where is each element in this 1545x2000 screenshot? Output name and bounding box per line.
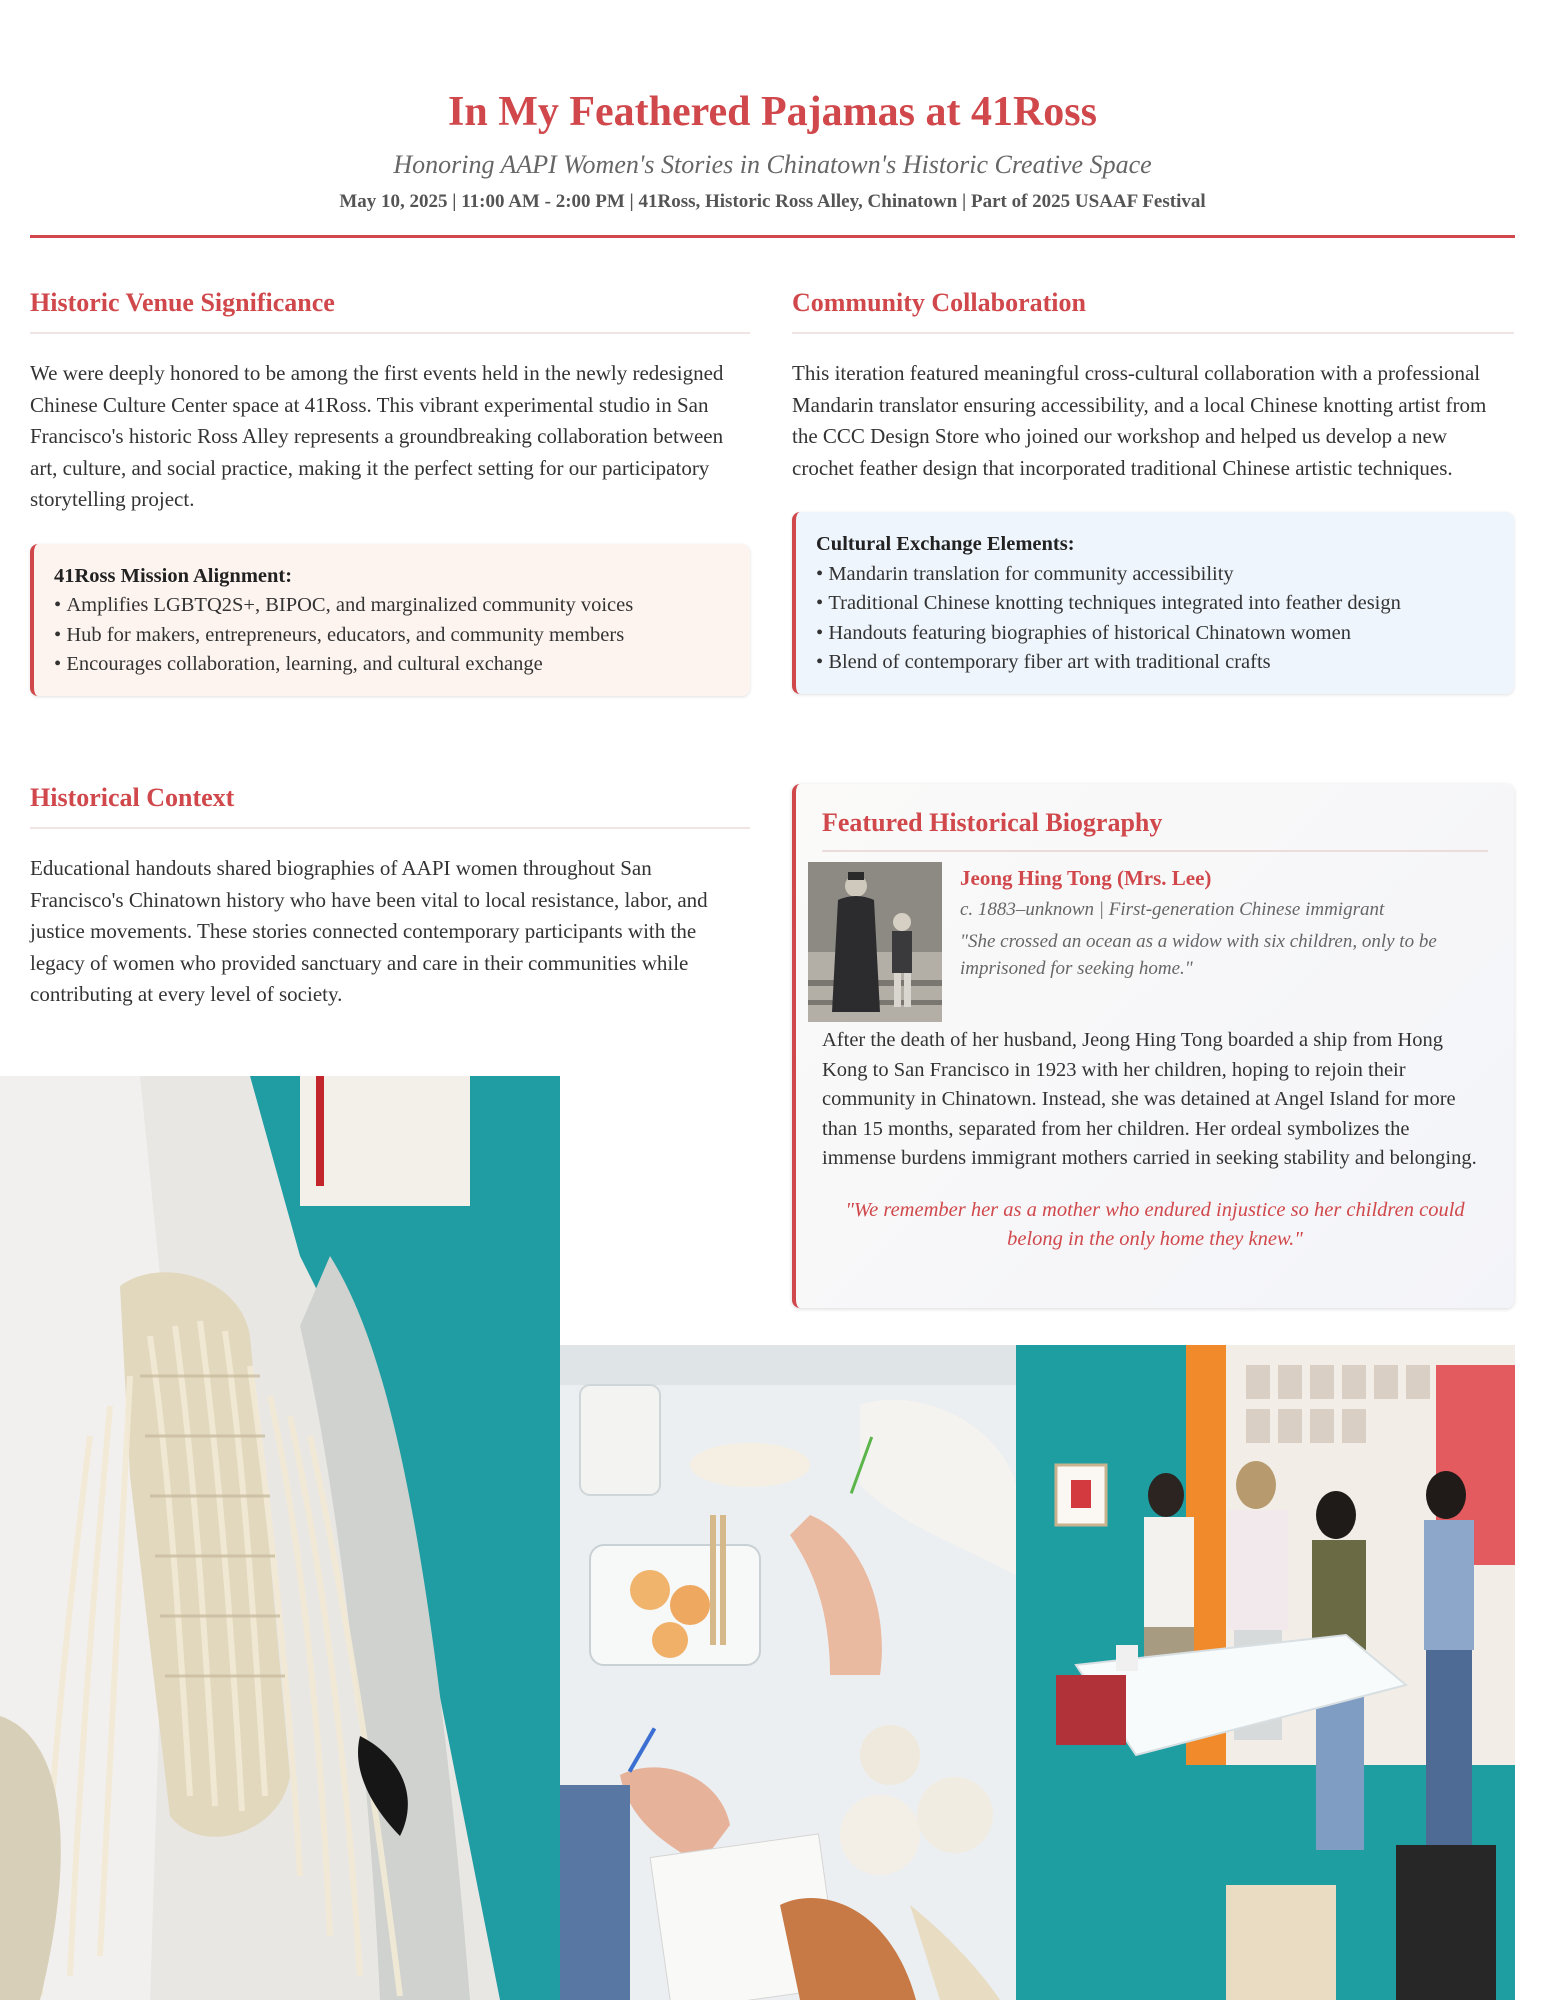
history-paragraph: Educational handouts shared biographies of AAPI women throughout San Francisco's Chinatown history who have been vital to local resistance, labor, and justice movements. These stories connected contemporary participants with the legacy of women who provided sanctuary and care in their communities while contributing at every level of society. [30, 856, 708, 1006]
history-heading: Historical Context [30, 781, 750, 829]
venue-paragraph: We were deeply honored to be among the first events held in the newly redesigned Chinese Culture Center space at 41Ross. This vibrant experimental studio in San Francisco's historic Ross Alley represents a groundbreaking collaboration between art, culture, and social practice, making it the perfect setting for our participatory storytelling project. [30, 361, 724, 511]
list-item: • Encourages collaboration, learning, and cultural exchange [54, 650, 730, 680]
biography-name: Jeong Hing Tong (Mrs. Lee) [960, 866, 1212, 890]
event-details: May 10, 2025 | 11:00 AM - 2:00 PM | 41Ross, Historic Ross Alley, Chinatown | Part of 2025 USAAF Festival [339, 191, 1206, 212]
venue-section [30, 286, 750, 696]
workshop-participants-illustration [1016, 1345, 1515, 2000]
community-heading: Community Collaboration [792, 286, 1514, 334]
workshop-participants-photo [1016, 1345, 1515, 2000]
biography-heading: Featured Historical Biography [822, 806, 1488, 852]
biography-header [822, 862, 1488, 1022]
list-item: • Traditional Chinese knotting techniques integrated into feather design [816, 589, 1494, 619]
page-header [30, 84, 1515, 216]
crochet-feather-illustration [0, 1076, 560, 2000]
history-section [30, 781, 750, 1011]
workshop-table-illustration [560, 1345, 1016, 2000]
biography-card [792, 784, 1514, 1308]
community-paragraph: This iteration featured meaningful cross-cultural collaboration with a professional Mandarin translator ensuring accessibility, and a local Chinese knotting artist from the CCC Design Store who joined our workshop and helped us develop a new crochet feather design that incorporated traditional Chinese artistic techniques. [792, 361, 1487, 480]
list-item: • Mandarin translation for community accessibility [816, 560, 1494, 590]
mission-alignment-box [30, 544, 750, 696]
list-item: • Amplifies LGBTQ2S+, BIPOC, and marginalized community voices [54, 591, 730, 621]
list-item: • Hub for makers, entrepreneurs, educators, and community members [54, 621, 730, 651]
header-divider [30, 235, 1515, 238]
page-subtitle: Honoring AAPI Women's Stories in Chinatown's Historic Creative Space [393, 150, 1152, 179]
historical-portrait-photo [808, 862, 942, 1022]
mission-alignment-list [54, 591, 730, 680]
cultural-exchange-box [792, 512, 1514, 694]
biography-closing-quote: "We remember her as a mother who endured injustice so her children could belong in the only home they knew." [845, 1198, 1465, 1250]
biography-quote: "She crossed an ocean as a widow with six children, only to be imprisoned for seeking home." [960, 931, 1437, 979]
mission-alignment-title: 41Ross Mission Alignment: [54, 564, 293, 587]
venue-heading: Historic Venue Significance [30, 286, 750, 334]
biography-paragraph: After the death of her husband, Jeong Hing Tong boarded a ship from Hong Kong to San Francisco in 1923 with her children, hoping to rejoin their community in Chinatown. Instead, she was detained at Angel Island for more than 15 months, separated from her children. Her ordeal symbolizes the immense burdens immigrant mothers carried in seeking stability and belonging. [822, 1029, 1477, 1169]
community-section [792, 286, 1514, 694]
cultural-exchange-list [816, 560, 1494, 678]
crochet-feather-photo [0, 1076, 560, 2000]
list-item: • Blend of contemporary fiber art with traditional crafts [816, 648, 1494, 678]
workshop-table-photo [560, 1345, 1016, 2000]
cultural-exchange-title: Cultural Exchange Elements: [816, 533, 1075, 555]
biography-intro [960, 862, 1488, 1022]
list-item: • Handouts featuring biographies of historical Chinatown women [816, 619, 1494, 649]
page-title: In My Feathered Pajamas at 41Ross [448, 89, 1097, 135]
biography-dates: c. 1883–unknown | First-generation Chinese immigrant [960, 899, 1385, 920]
